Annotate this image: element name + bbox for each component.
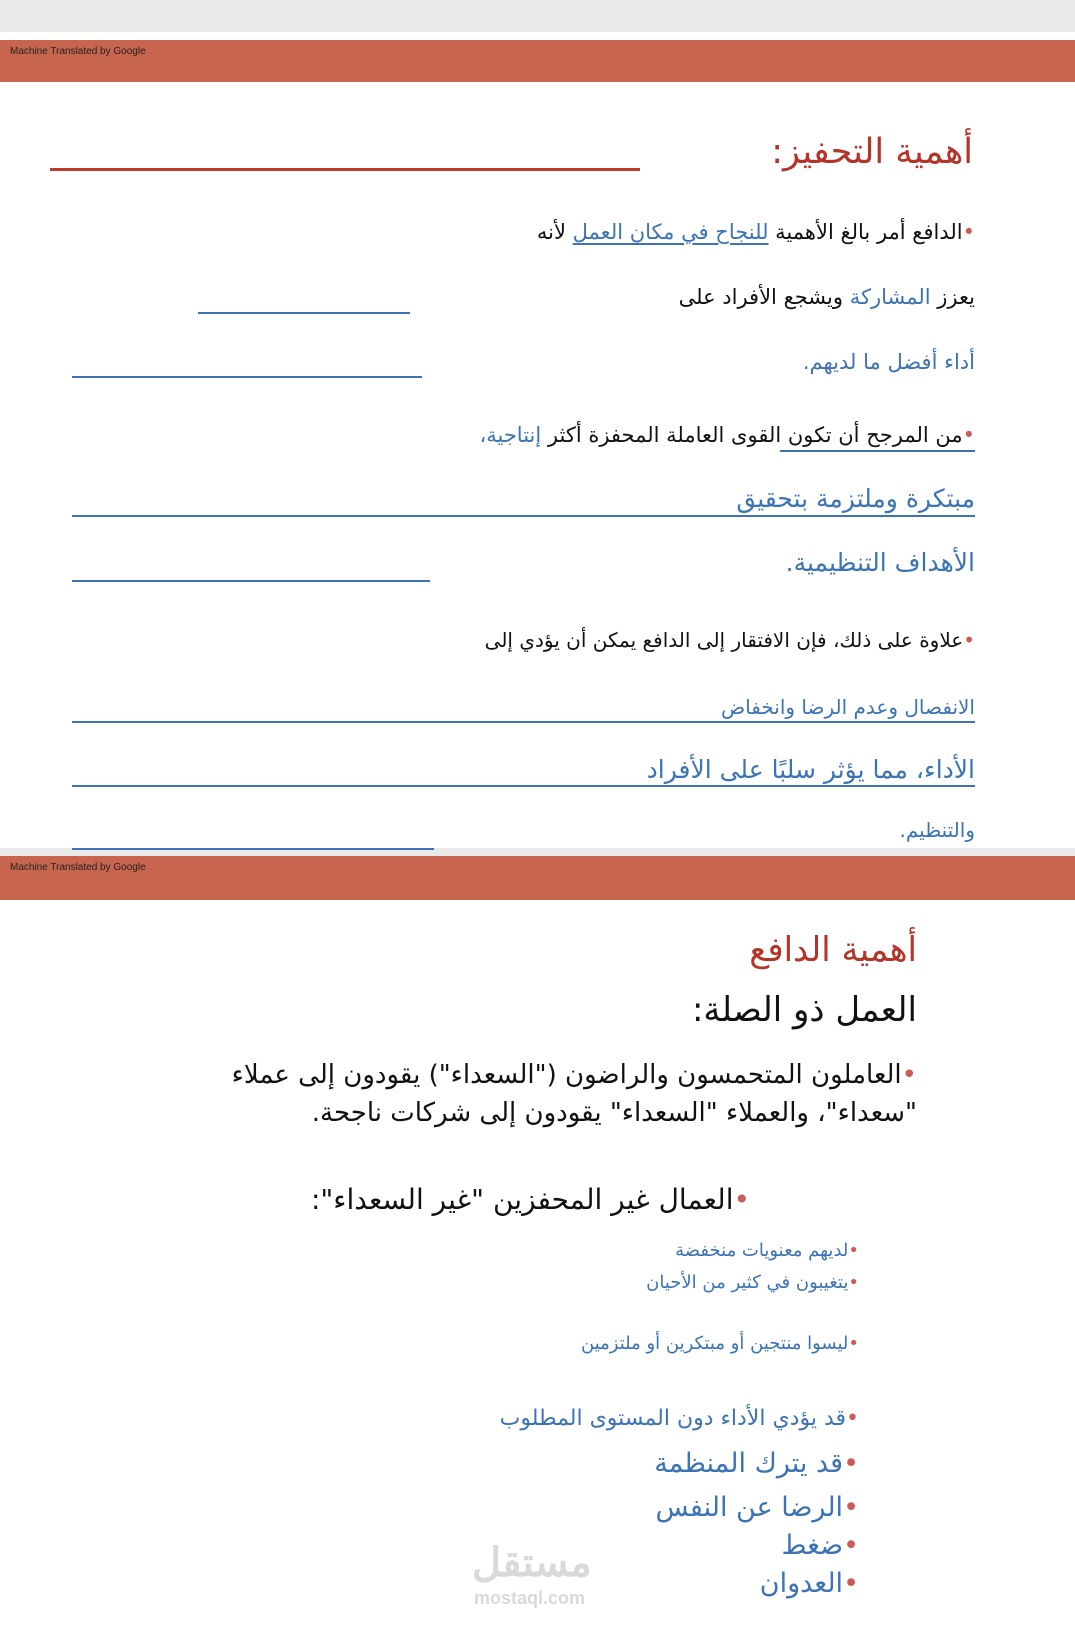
bullet-icon: • bbox=[962, 423, 975, 447]
viewer-top-strip bbox=[0, 0, 1075, 32]
bullet-icon: • bbox=[848, 1240, 859, 1261]
slide2-bullet-1: •العاملون المتحمسون والراضون ("السعداء") يقودون إلى عملاء bbox=[231, 1060, 917, 1090]
slide1-paragraph-8: الانفصال وعدم الرضا وانخفاض bbox=[720, 695, 975, 719]
workplace-link[interactable]: للنجاح في مكان العمل bbox=[572, 220, 769, 244]
bullet-icon: • bbox=[843, 1448, 859, 1479]
slide1-paragraph-4: •من المرجح أن تكون القوى العاملة المحفزة أكثر إنتاجية، bbox=[479, 423, 975, 447]
blank-line bbox=[72, 376, 422, 378]
slide2-title: أهمية الدافع bbox=[749, 930, 917, 970]
slide1-paragraph-7: •علاوة على ذلك، فإن الافتقار إلى الدافع يمكن أن يؤدي إلى bbox=[484, 628, 975, 652]
text-underline bbox=[72, 785, 975, 787]
blank-line bbox=[72, 580, 430, 582]
list-item: •العدوان bbox=[759, 1568, 859, 1599]
list-item: •قد يؤدي الأداء دون المستوى المطلوب bbox=[499, 1406, 859, 1431]
text-underline bbox=[72, 515, 975, 517]
bullet-icon: • bbox=[733, 1183, 750, 1216]
slide2-bullet-2: •العمال غير المحفزين "غير السعداء": bbox=[310, 1183, 750, 1216]
bullet-icon: • bbox=[963, 628, 975, 652]
bullet-icon: • bbox=[848, 1272, 859, 1293]
machine-translated-label: Machine Translated by Google bbox=[10, 46, 146, 57]
slide1-paragraph-2: يعزز المشاركة ويشجع الأفراد على bbox=[678, 285, 975, 309]
slide1-paragraph-3: أداء أفضل ما لديهم. bbox=[802, 350, 975, 374]
text-underline bbox=[72, 721, 975, 723]
slide1-paragraph-6: الأهداف التنظيمية. bbox=[785, 548, 975, 577]
blank-line bbox=[72, 848, 434, 850]
blank-line bbox=[198, 312, 410, 314]
slide2-subtitle: العمل ذو الصلة: bbox=[691, 990, 917, 1030]
bullet-icon: • bbox=[843, 1492, 859, 1523]
slide1-banner bbox=[0, 40, 1075, 82]
bullet-icon: • bbox=[901, 1060, 917, 1090]
slide2-bullet-1-cont: "سعداء"، والعملاء "السعداء" يقودون إلى شركات ناجحة. bbox=[311, 1098, 917, 1128]
bullet-icon: • bbox=[962, 220, 975, 244]
title-underline bbox=[50, 168, 640, 171]
list-item: •ضغط bbox=[781, 1530, 859, 1561]
list-item: •ليسوا منتجين أو مبتكرين أو ملتزمين bbox=[581, 1333, 859, 1354]
bullet-icon: • bbox=[846, 1406, 859, 1431]
text-underline bbox=[780, 450, 975, 452]
list-item: •الرضا عن النفس bbox=[655, 1492, 859, 1523]
slide1-paragraph-5: مبتكرة وملتزمة بتحقيق bbox=[736, 484, 975, 513]
bullet-icon: • bbox=[843, 1568, 859, 1599]
slide2-banner bbox=[0, 856, 1075, 900]
slide1-paragraph-9: الأداء، مما يؤثر سلبًا على الأفراد bbox=[646, 755, 975, 784]
bullet-icon: • bbox=[843, 1530, 859, 1561]
slide1-paragraph-1: •الدافع أمر بالغ الأهمية للنجاح في مكان العمل لأنه bbox=[536, 220, 975, 244]
list-item: •لديهم معنويات منخفضة bbox=[675, 1240, 859, 1261]
mostaql-domain: mostaql.com bbox=[474, 1588, 586, 1608]
list-item: •قد يترك المنظمة bbox=[654, 1448, 859, 1479]
machine-translated-label: Machine Translated by Google bbox=[10, 862, 146, 873]
mostaql-logo: مستقل bbox=[472, 1541, 592, 1585]
bullet-icon: • bbox=[848, 1333, 859, 1354]
slide1-title: أهمية التحفيز: bbox=[771, 132, 973, 172]
slide1-paragraph-10: والتنظيم. bbox=[899, 818, 975, 842]
list-item: •يتغيبون في كثير من الأحيان bbox=[646, 1272, 859, 1293]
